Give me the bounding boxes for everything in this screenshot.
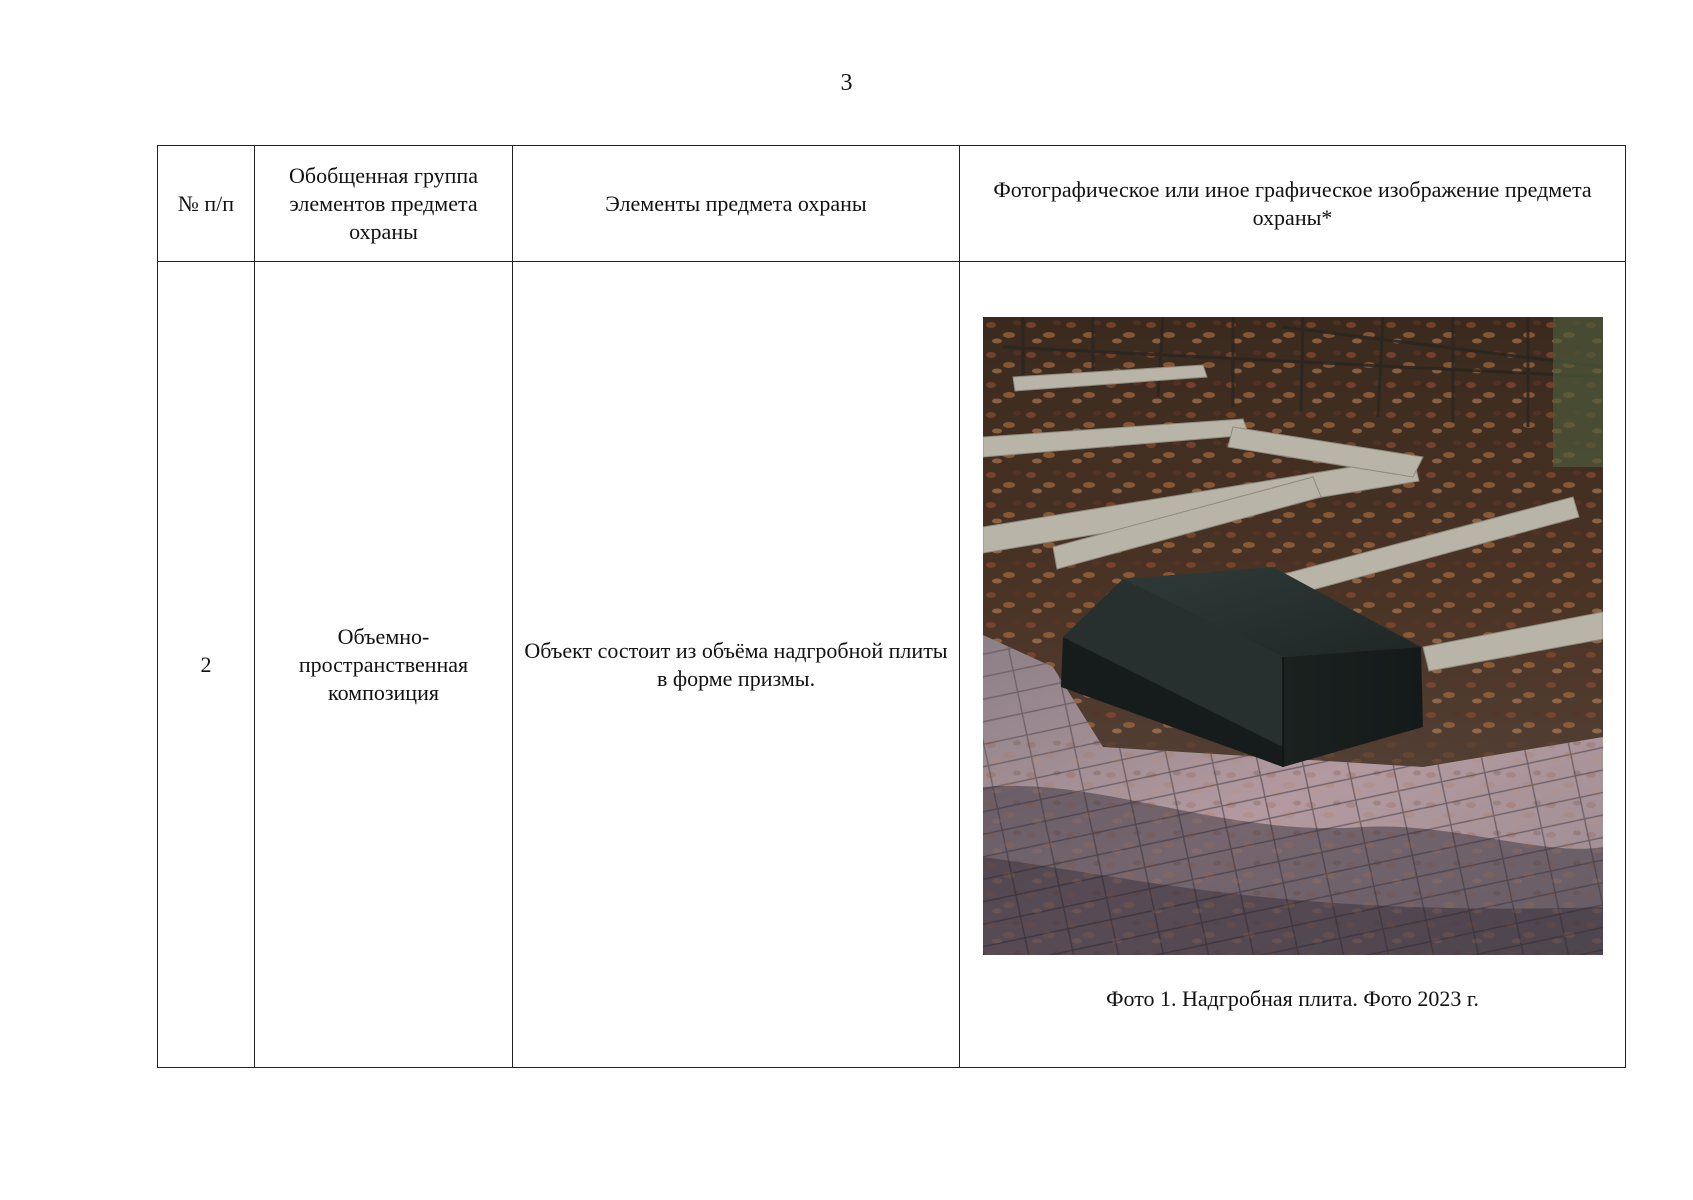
row-photo-cell: [960, 262, 1626, 1068]
protection-subject-table: [157, 145, 1626, 1068]
table-header-row: [158, 146, 1626, 262]
row-num: 2: [158, 262, 255, 1068]
page-number: 3: [840, 70, 853, 96]
header-num: № п/п: [158, 146, 255, 262]
header-elements: Элементы предмета охраны: [513, 146, 960, 262]
tombstone-photo: [983, 317, 1603, 955]
photo-caption: Фото 1. Надгробная плита. Фото 2023 г.: [1106, 985, 1479, 1011]
row-group: Объемно-пространственная композиция: [255, 262, 513, 1068]
header-group: Обобщенная группа элементов предмета охраны: [255, 146, 513, 262]
header-photo: Фотографическое или иное графическое изображение предмета охраны*: [960, 146, 1626, 262]
table-row: [158, 262, 1626, 1068]
photo-wrapper: [983, 317, 1603, 1013]
row-elements: Объект состоит из объёма надгробной плиты в форме призмы.: [513, 262, 960, 1068]
